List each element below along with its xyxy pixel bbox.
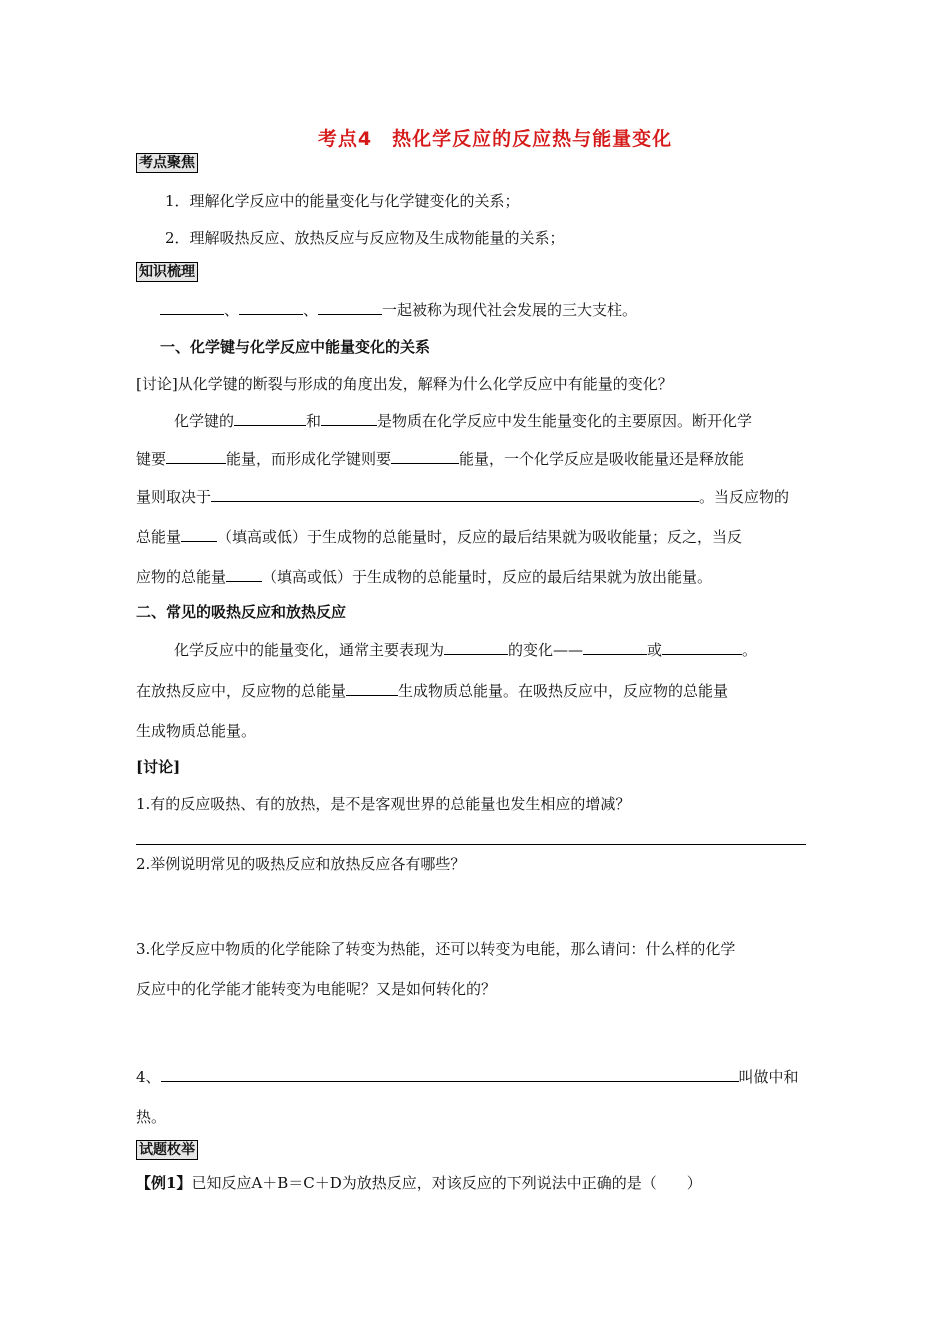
blank[interactable] — [321, 410, 377, 426]
part1-discuss: [讨论]从化学键的断裂与形成的角度出发，解释为什么化学反应中有能量的变化？ — [136, 375, 673, 393]
blank[interactable] — [226, 566, 262, 582]
blank[interactable] — [211, 486, 699, 502]
part1-heading: 一、化学键与化学反应中能量变化的关系 — [160, 338, 431, 356]
focus-item-2: 2．理解吸热反应、放热反应与反应物及生成物能量的关系； — [165, 229, 565, 247]
blank[interactable] — [181, 526, 217, 542]
part1-line5: 应物的总能量 （填高或低）于生成物的总能量时，反应的最后结果就为放出能量。 — [136, 568, 713, 586]
section-examples: 试题枚举 — [136, 1140, 198, 1160]
blank[interactable] — [239, 299, 303, 315]
page-title: 考点4 热化学反应的反应热与能量变化 — [317, 128, 673, 150]
part1-line2: 键要 能量，而形成化学键则要 能量，一个化学反应是吸收能量还是释放能 — [136, 450, 745, 468]
part2-line1: 化学反应中的能量变化，通常主要表现为 的变化—— 或 。 — [174, 641, 758, 659]
pillars-line: 、 、 一起被称为现代社会发展的三大支柱。 — [160, 299, 637, 320]
blank[interactable] — [391, 448, 459, 464]
discussion-q1: 1.有的反应吸热、有的放热，是不是客观世界的总能量也发生相应的增减？ — [136, 795, 631, 813]
part2-heading: 二、常见的吸热反应和放热反应 — [136, 603, 347, 621]
blank[interactable] — [662, 639, 742, 655]
discussion-q3-line1: 3.化学反应中物质的化学能除了转变为热能，还可以转变为电能，那么请问：什么样的化学 — [136, 940, 736, 958]
part2-line3: 生成物质总能量。 — [136, 722, 257, 740]
section-focus: 考点聚焦 — [136, 153, 198, 173]
discussion-q2: 2.举例说明常见的吸热反应和放热反应各有哪些？ — [136, 855, 466, 873]
blank[interactable] — [583, 639, 647, 655]
section-knowledge: 知识梳理 — [136, 262, 198, 282]
blank[interactable] — [166, 448, 226, 464]
focus-item-1: 1．理解化学反应中的能量变化与化学键变化的关系； — [165, 192, 520, 210]
discussion-label: [讨论] — [136, 758, 181, 776]
discussion-q4-tail: 热。 — [136, 1108, 167, 1126]
blank[interactable] — [160, 299, 224, 315]
blank[interactable] — [318, 299, 382, 315]
blank[interactable] — [161, 1066, 739, 1082]
example-1: 【例1】已知反应A＋B＝C＋D为放热反应，对该反应的下列说法中正确的是（ ） — [136, 1174, 702, 1192]
part1-line3: 量则取决于 。当反应物的 — [136, 488, 790, 506]
blank[interactable] — [444, 639, 508, 655]
blank[interactable] — [234, 410, 306, 426]
part1-line4: 总能量 （填高或低）于生成物的总能量时，反应的最后结果就为吸收能量；反之，当反 — [136, 528, 743, 546]
discussion-q3-line2: 反应中的化学能才能转变为电能呢？又是如何转化的？ — [136, 980, 497, 998]
part2-line2: 在放热反应中，反应物的总能量 生成物质总能量。在吸热反应中，反应物的总能量 — [136, 682, 729, 700]
part1-line1: 化学键的 和 是物质在化学反应中发生能量变化的主要原因。断开化学 — [174, 412, 753, 430]
blank[interactable] — [346, 680, 398, 696]
answer-line[interactable] — [136, 844, 806, 845]
discussion-q4: 4、 叫做中和 — [136, 1068, 799, 1086]
